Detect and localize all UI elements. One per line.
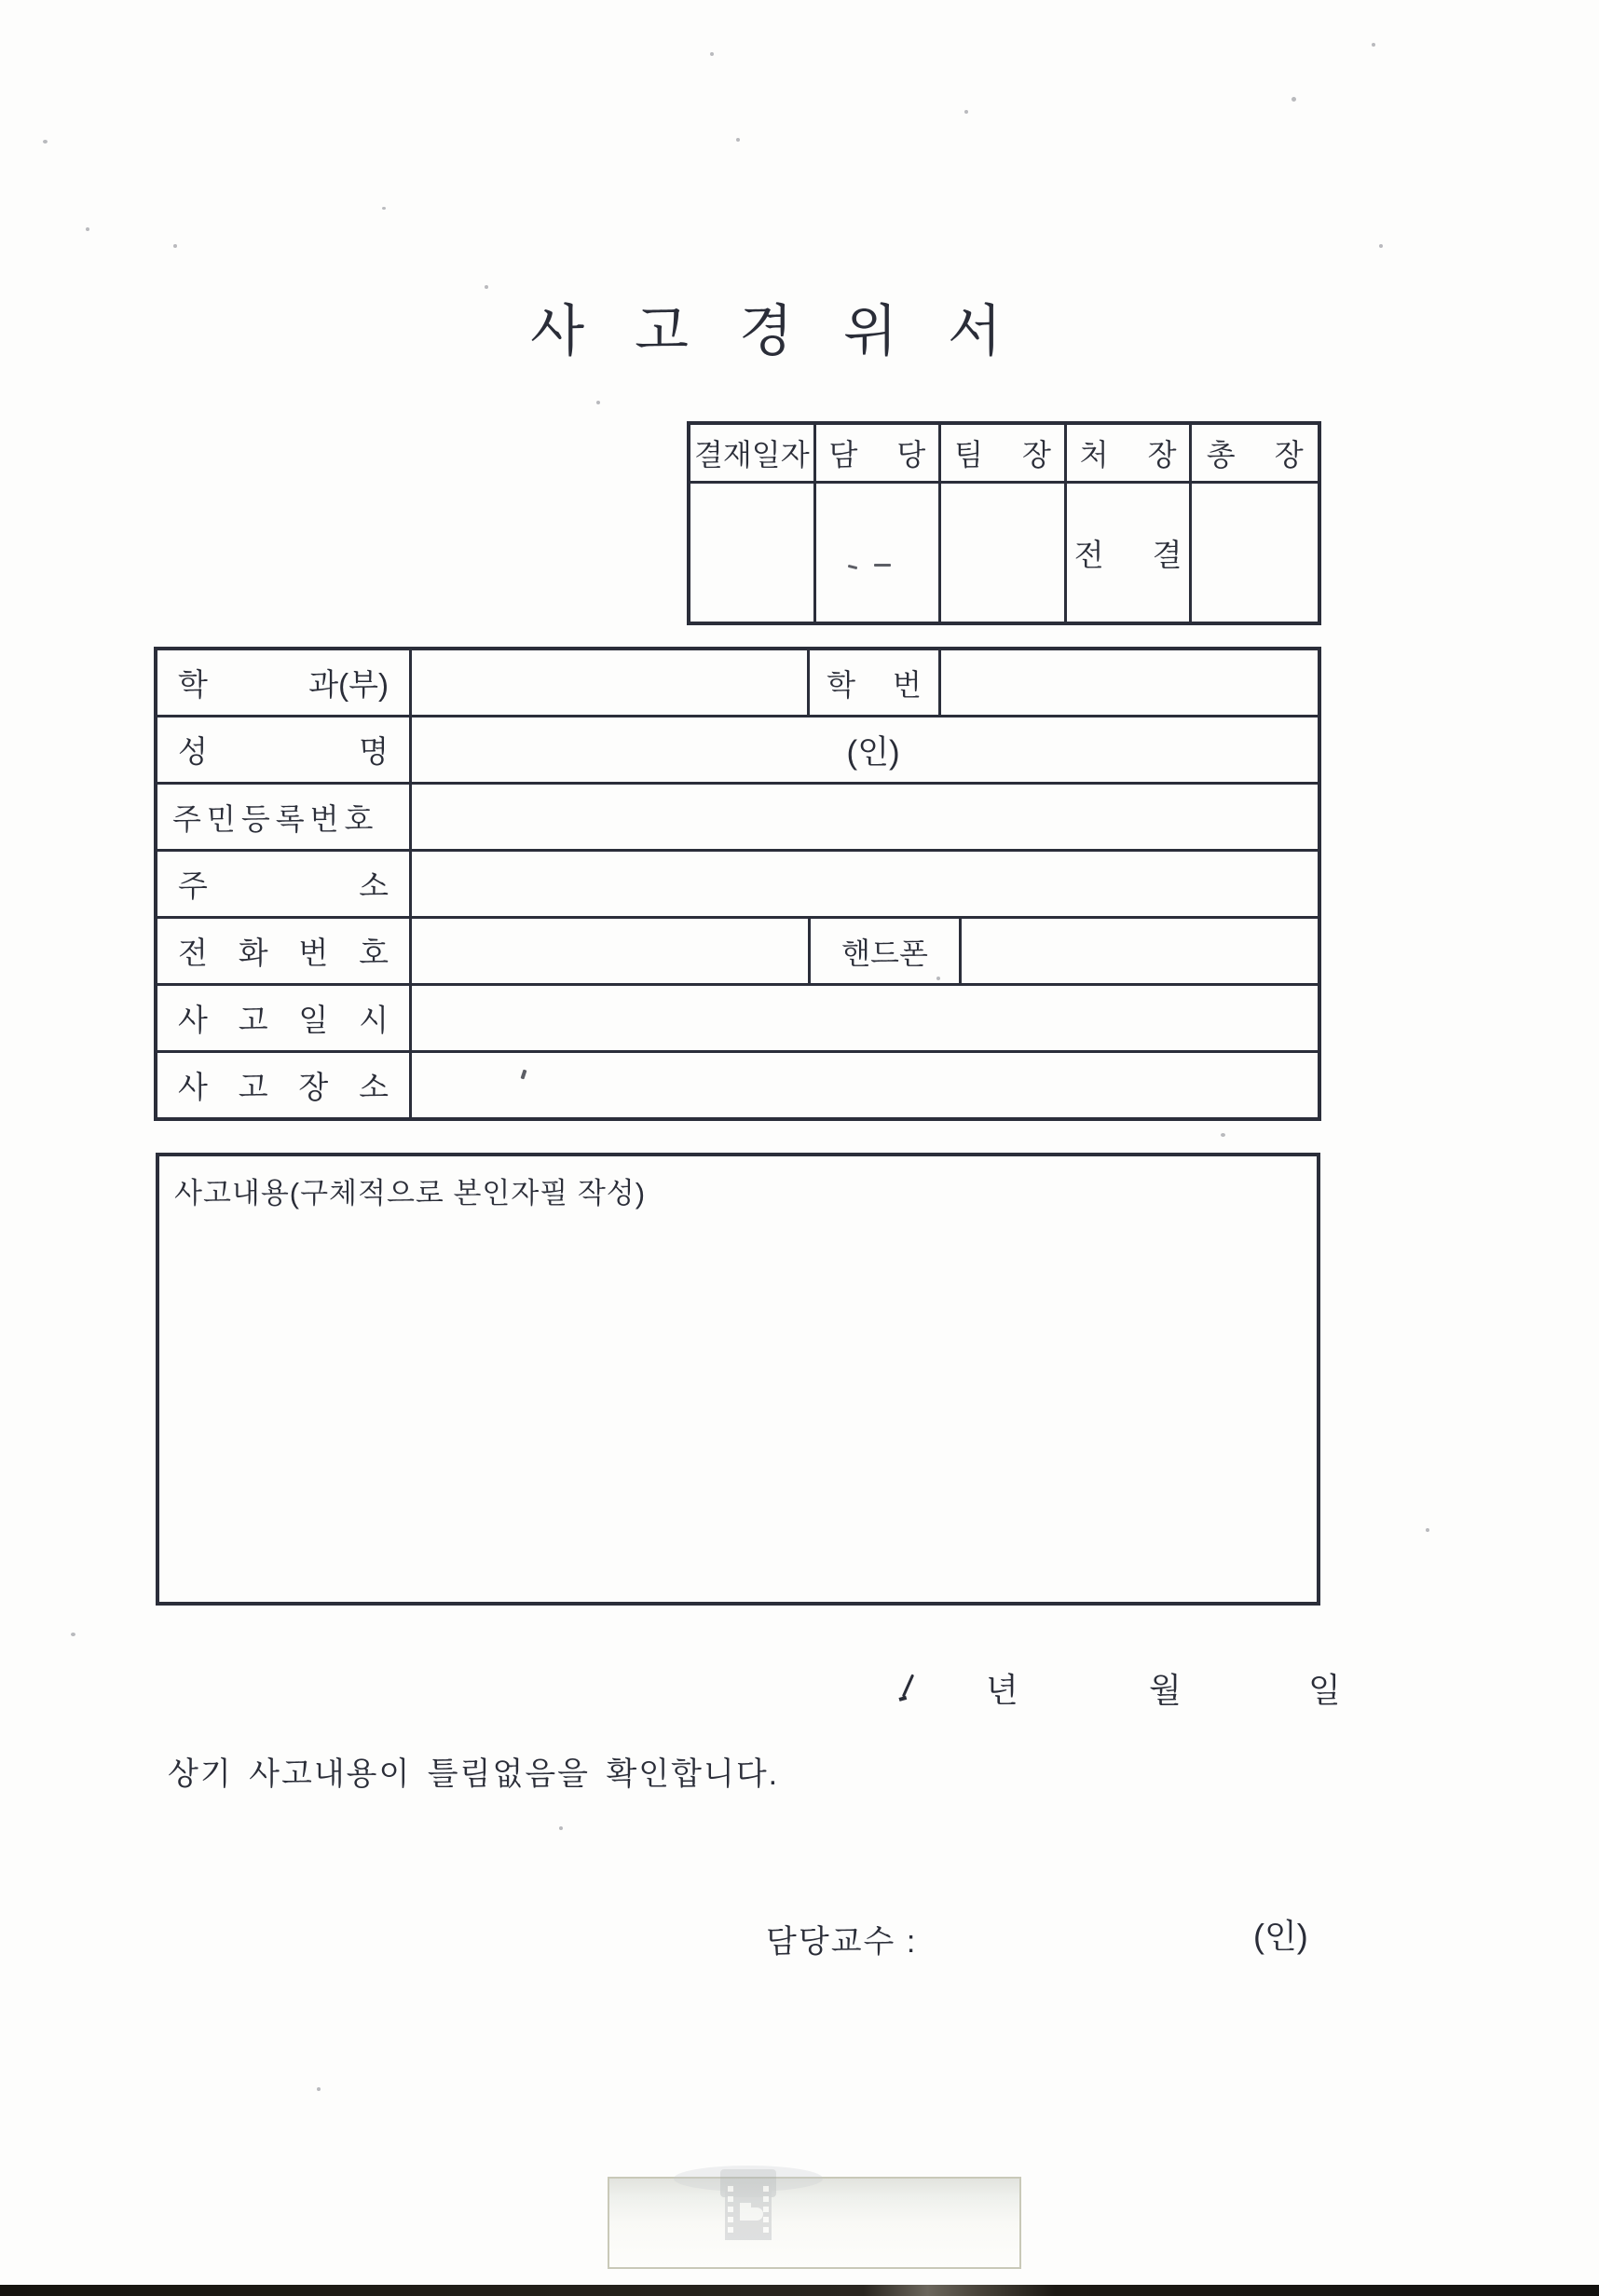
scan-speck <box>559 1826 563 1830</box>
accident-details-label: 사고내용(구체적으로 본인자필 작성) <box>174 1177 647 1210</box>
approval-cell-staff <box>816 484 942 622</box>
date-day-label: 일 <box>1308 1671 1341 1709</box>
accident-place-value-cell <box>412 1053 1318 1117</box>
scan-speck <box>1426 1528 1429 1532</box>
approval-header-president: 총 장 <box>1206 438 1304 472</box>
approval-table <box>687 421 1321 625</box>
professor-label: 담당교수 : <box>766 1924 918 1960</box>
row-name <box>157 718 1318 785</box>
scan-speck <box>710 52 714 56</box>
address-value-cell <box>412 852 1318 916</box>
scan-speck <box>874 564 891 567</box>
approval-header-staff: 담 당 <box>816 425 942 481</box>
accident-datetime-label: 사 고 일 시 <box>157 986 412 1050</box>
approval-cell-team-leader <box>941 484 1067 622</box>
row-address <box>157 852 1318 919</box>
scan-speck <box>964 110 968 114</box>
scan-speck <box>71 1633 75 1636</box>
row-department <box>157 650 1318 718</box>
name-value-cell <box>412 718 1318 782</box>
approval-header-date: 결재일자 <box>690 425 816 481</box>
resident-id-label: 주민등록번호 <box>157 785 412 849</box>
scan-speck <box>485 285 488 289</box>
scan-speck <box>596 401 600 404</box>
accident-details-box <box>156 1153 1320 1606</box>
row-accident-datetime <box>157 986 1318 1053</box>
student-id-value-cell <box>941 650 1318 715</box>
address-label: 주 소 <box>157 852 412 916</box>
scan-speck <box>936 977 940 980</box>
approval-cell-director <box>1067 484 1193 622</box>
approval-header-team-leader: 팀 장 <box>941 425 1067 481</box>
approval-cell-date <box>690 484 816 622</box>
professor-seal-placeholder: (인) <box>1253 1917 1308 1955</box>
scan-speck <box>1379 244 1383 248</box>
approval-cell-president <box>1192 484 1318 622</box>
department-value-cell <box>412 650 810 715</box>
name-label: 성 명 <box>157 718 412 782</box>
scan-bottom-edge <box>0 2285 1599 2296</box>
student-id-label: 학 번 <box>810 650 941 715</box>
approval-header-row <box>690 425 1318 484</box>
scan-speck <box>847 565 856 569</box>
date-month-label: 월 <box>1149 1671 1182 1709</box>
row-phone <box>157 919 1318 986</box>
scan-speck <box>86 227 89 231</box>
scan-speck <box>173 244 177 248</box>
scan-speck <box>382 207 386 210</box>
date-year-label: 년 <box>986 1671 1018 1709</box>
row-resident-id <box>157 785 1318 852</box>
scan-speck <box>1292 97 1296 102</box>
confirmation-statement: 상기 사고내용이 틀림없음을 확인합니다. <box>168 1756 780 1792</box>
scan-stray-mark <box>902 1674 914 1698</box>
approval-signature-row <box>690 484 1318 622</box>
accident-place-label: 사 고 장 소 <box>157 1053 412 1117</box>
department-label: 학 과(부) <box>157 650 412 715</box>
resident-id-value-cell <box>412 785 1318 849</box>
name-seal-placeholder: (인) <box>846 733 900 771</box>
scan-speck <box>521 1070 527 1080</box>
scan-speck <box>1221 1133 1225 1137</box>
film-strip-icon <box>669 2164 827 2242</box>
mobile-label: 핸드폰 <box>811 919 962 983</box>
phone-value-cell <box>412 919 811 983</box>
accident-datetime-value-cell <box>412 986 1318 1050</box>
scan-speck <box>1372 43 1375 47</box>
phone-label: 전 화 번 호 <box>157 919 412 983</box>
scan-speck <box>317 2087 321 2091</box>
approval-header-director: 처 장 <box>1067 425 1193 481</box>
scan-speck <box>43 140 48 144</box>
row-accident-place <box>157 1053 1318 1117</box>
mobile-value-cell <box>962 919 1318 983</box>
personal-info-table <box>154 647 1321 1121</box>
scan-speck <box>736 138 740 142</box>
page-title: 사 고 경 위 서 <box>530 300 1002 362</box>
delegation-stamp: 전 결 <box>1073 537 1182 572</box>
